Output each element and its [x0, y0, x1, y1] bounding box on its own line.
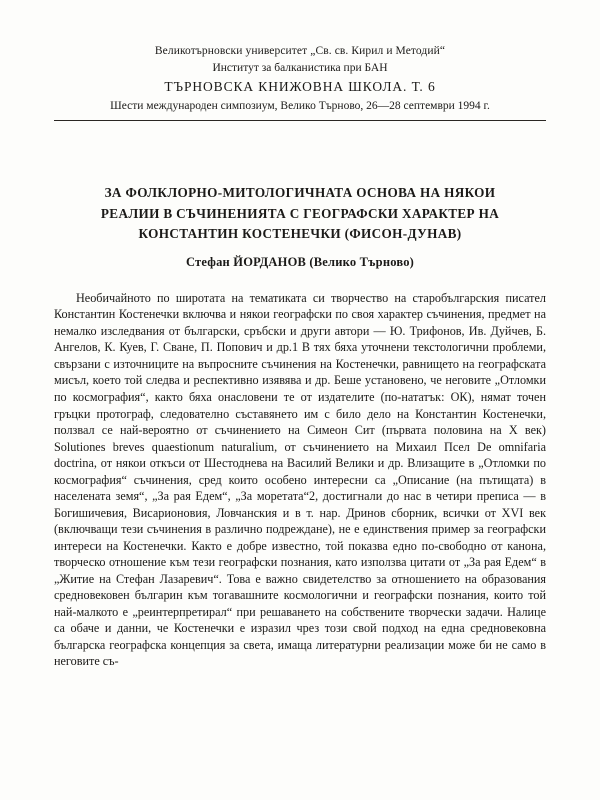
masthead-series: ТЪРНОВСКА КНИЖОВНА ШКОЛА. Т. 6 [164, 79, 436, 95]
body-paragraph: Необичайното по широтата на тематиката си творчество на старобългарския писател Константин Костенечки включва и някои географски по своя характер съчинения, предмет на немалко изследвания от български, сръбски и други автори — Ю. Трифонов, Ив. Дуйчев, Б. Ангелов, К. Куев, Г. Сване, П. Попович и др.1 В тях бяха уточнени текстологични проблеми, свързани с източниците на въпросните съчинения на Костенечки, равнището на географската мисъл, което той следва и респективно изявява и др. Беше установено, че неговите „Отломки по космография“, както бяха онасловени те от издателите (по-нататък: ОК), нямат точен гръцки протограф, следователно съставянето им с било дело на Константин Костенечки, ползвал се най-вероятно от съчинението на Симеон Сит (първата половина на X век) Solutiones breves quaestionum naturalium, от съчинението на Михаил Псел De omnifaria doctrina, от някои откъси от Шестоднева на Василий Велики и др. Влизащите в „Отломки по космография“ съчинения, сред които особено интересни са „Описание (на пътищата) в населената земя“, „За рая Едем“, „За моретата“2, достигнали до нас в четири преписа — в Богишичевия, Висарионовия, Ловчанския и в т. нар. Дринов сборник, всички от XVI век (включващи тези съчинения в различно подреждане), не е единствения пример за географски интереси на Костенечки. Както е добре известно, той показва едно по-свободно от канона, творческо отношение към тези географски познания, като използва цитати от „За рая Едем“ в „Житие на Стефан Лазаревич“. Това е важно свидетелство за отношението на образования средновековен българин към тогавашните космологични и географски познания, които той най-малкото е „реинтерпретирал“ при решаването на собствените творчески задачи. Налице са обаче и данни, че Костенечки е изразил чрез този свой подход на една средновековна българска географска концепция за света, имаща литературни реализации може би не само в неговите съ- [54, 290, 546, 669]
masthead-institute: Институт за балканистика при БАН [212, 61, 388, 74]
article-title-line-3: КОНСТАНТИН КОСТЕНЕЧКИ (ФИСОН-ДУНАВ) [138, 226, 462, 242]
article-body [54, 290, 546, 670]
masthead-university: Великотърновски университет „Св. св. Кирил и Методий“ [154, 45, 446, 57]
article-author: Стефан ЙОРДАНОВ (Велико Търново) [185, 254, 415, 269]
masthead-symposium: Шести международен симпозиум, Велико Търново, 26—28 септември 1994 г. [110, 99, 490, 112]
masthead [54, 44, 546, 113]
article-title-line-2: РЕАЛИИ В СЪЧИНЕНИЯТА С ГЕОГРАФСКИ ХАРАКТЕР НА [100, 205, 500, 221]
article-title-line-1: ЗА ФОЛКЛОРНО-МИТОЛОГИЧНАТА ОСНОВА НА НЯКОИ [104, 185, 496, 201]
page-footer-space [54, 670, 546, 680]
title-block [54, 183, 546, 269]
header-divider [54, 120, 546, 121]
article-title [54, 183, 546, 244]
